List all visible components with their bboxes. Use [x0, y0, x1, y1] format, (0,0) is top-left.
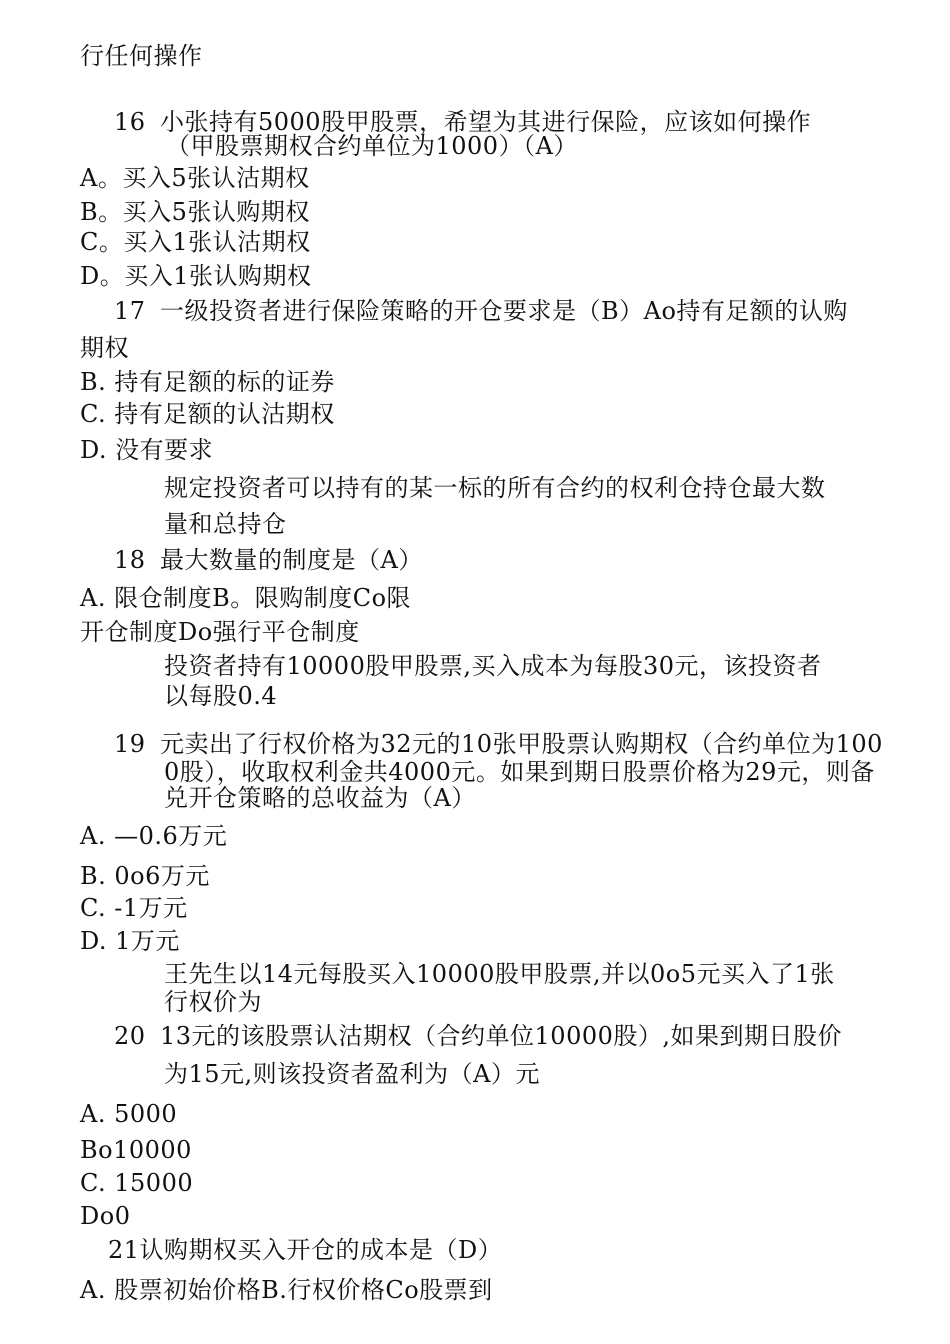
question-text: 元卖出了行权价格为32元的10张甲股票认购期权（合约单位为100	[160, 730, 883, 758]
option-b: B. 0o6万元	[80, 862, 210, 890]
question-preamble-cont: 行权价为	[164, 988, 262, 1016]
option-b: Bo10000	[80, 1136, 192, 1164]
question-text: 小张持有5000股甲股票，希望为其进行保险，应该如何操作	[160, 108, 812, 136]
question-21: 21认购期权买入开仓的成本是（D）	[108, 1236, 503, 1264]
question-number: 18	[114, 546, 146, 574]
question-preamble: 投资者持有10000股甲股票,买入成本为每股30元，该投资者	[164, 652, 822, 680]
option-c: C. 15000	[80, 1169, 194, 1197]
option-d: D. 没有要求	[80, 436, 214, 464]
question-18	[114, 546, 423, 574]
question-text-cont: 0股），收取权利金共4000元。如果到期日股票价格为29元，则备	[164, 758, 875, 786]
option-d: Do0	[80, 1202, 131, 1230]
question-preamble: 规定投资者可以持有的某一标的所有合约的权利仓持仓最大数	[164, 474, 826, 502]
question-preamble-cont: 量和总持仓	[164, 510, 287, 538]
question-text-cont: 期权	[80, 334, 129, 362]
question-text-cont: 为15元,则该投资者盈利为（A）元	[164, 1060, 540, 1088]
option-b: B. 持有足额的标的证券	[80, 368, 335, 396]
question-number: 16	[114, 108, 146, 136]
question-text-cont: 兑开仓策略的总收益为（A）	[164, 784, 476, 812]
question-number: 19	[114, 730, 146, 758]
question-preamble-cont: 以每股0.4	[164, 682, 278, 710]
question-19	[114, 730, 883, 758]
option-d: D。买入1张认购期权	[80, 262, 312, 290]
question-number: 17	[114, 297, 146, 325]
option-a: A. 股票初始价格B.行权价格Co股票到	[80, 1276, 493, 1304]
option-c: C。买入1张认沽期权	[80, 228, 311, 256]
question-text: 一级投资者进行保险策略的开仓要求是（B）Ao持有足额的认购	[160, 297, 848, 325]
question-number: 20	[114, 1022, 146, 1050]
question-text: 13元的该股票认沽期权（合约单位10000股）,如果到期日股价	[160, 1022, 843, 1050]
question-preamble: 王先生以14元每股买入10000股甲股票,并以0o5元买入了1张	[164, 960, 835, 988]
option-a: A. 5000	[80, 1100, 178, 1128]
option-a-cont: 开仓制度Do强行平仓制度	[80, 618, 360, 646]
text-line: 行任何操作	[80, 42, 203, 70]
option-b: B。买入5张认购期权	[80, 198, 310, 226]
question-text: 最大数量的制度是（A）	[160, 546, 423, 574]
option-d: D. 1万元	[80, 927, 180, 955]
option-c: C. 持有足额的认沽期权	[80, 400, 335, 428]
question-text-cont: （甲股票期权合约单位为1000）（A）	[166, 132, 578, 160]
question-20	[114, 1022, 842, 1050]
option-a: A. —0.6万元	[80, 822, 228, 850]
option-a: A. 限仓制度B。限购制度Co限	[80, 584, 412, 612]
option-c: C. -1万元	[80, 894, 188, 922]
question-17	[114, 297, 848, 325]
option-a: A。买入5张认沽期权	[80, 164, 310, 192]
